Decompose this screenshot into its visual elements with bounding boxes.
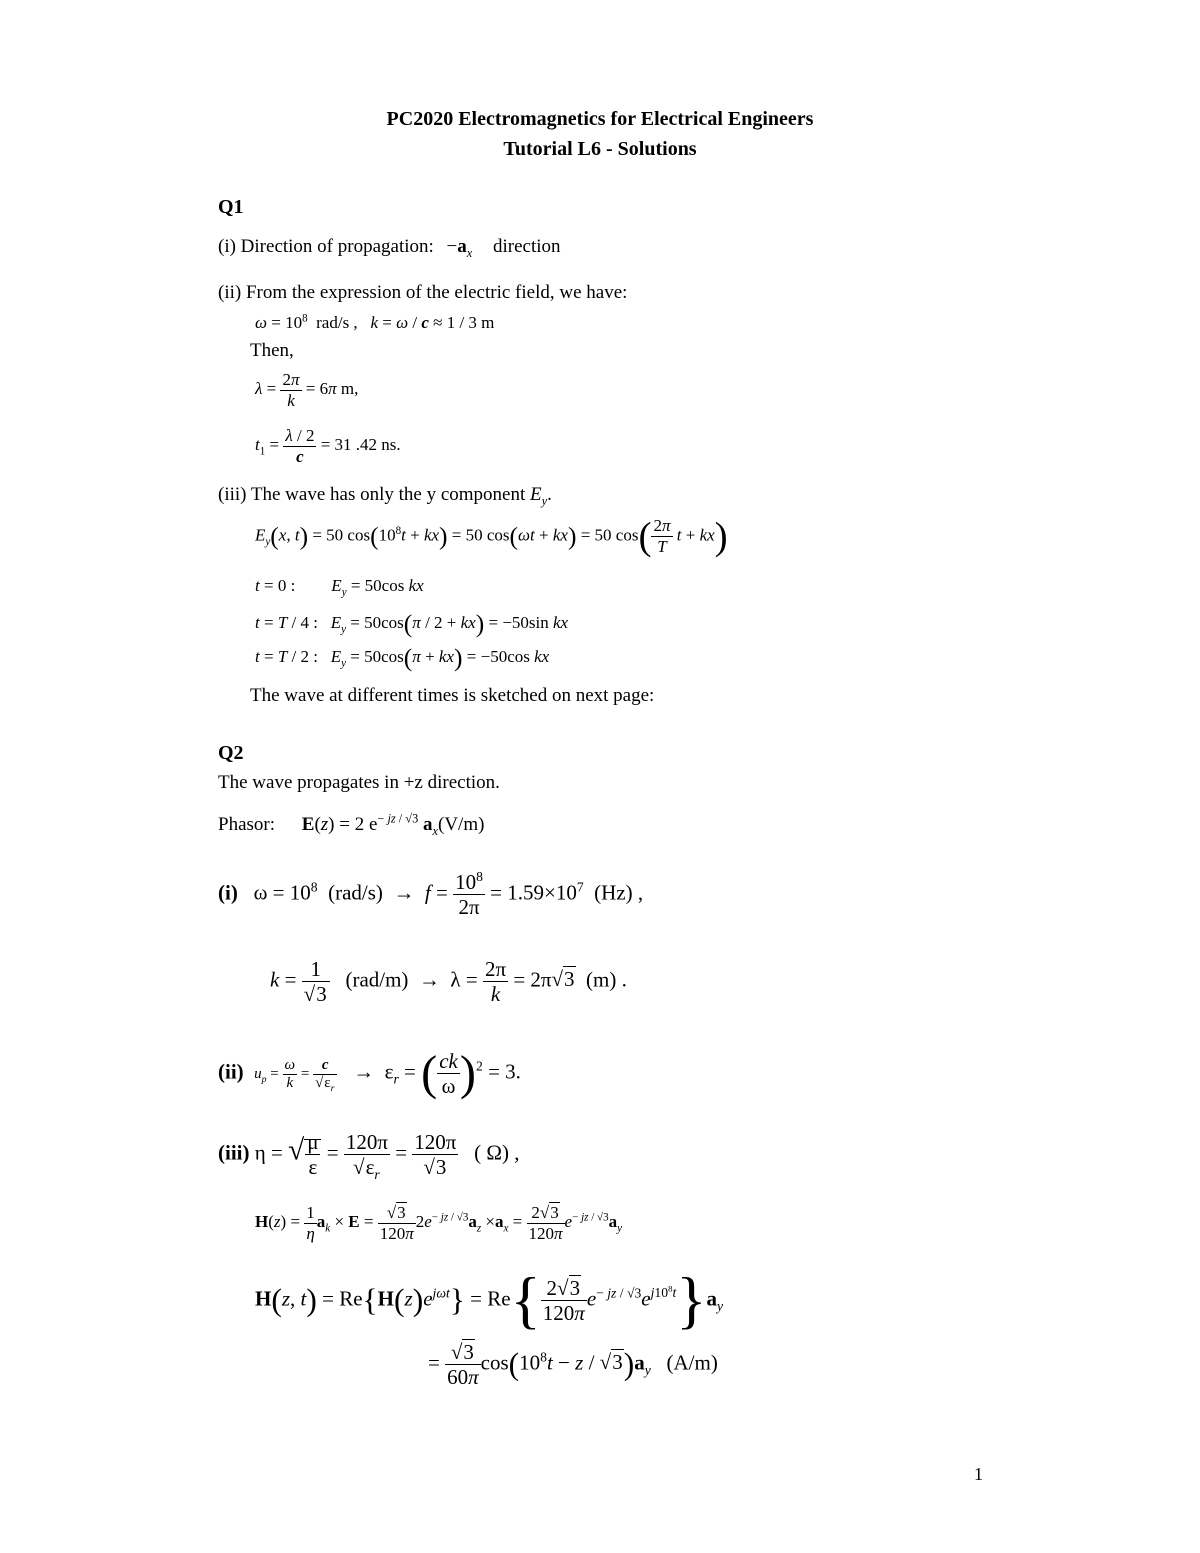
document-subtitle: Tutorial L6 - Solutions: [503, 138, 697, 160]
q2-h-final-equation: = $\frac{√3}{60\pi}$ $\cos(10^8t - z / √3)a_y$ (A/m): [428, 1340, 718, 1390]
q2-part-ii: (ii) $u_p$ = $\frac{\omega}{k}$ = $\frac{c}{√\varepsilon_r}$ → $\varepsilon_r$ = ( $\frac{ck}{\omega}$ )$^2$ = 3.: [218, 1047, 521, 1100]
q2-phasor: Phasor: E(z) = 2 $e^{- jz / √3}$ $a_x(V/m)$: [218, 811, 485, 838]
page-number: 1: [974, 1464, 983, 1484]
q2-intro: The wave propagates in +z direction.: [218, 772, 500, 793]
q1-tT2-equation: t = T / 2 : $E_y = 50\cos(\pi + kx) = -50\cos$ kx: [255, 643, 550, 672]
q1-part-ii-label: (ii) From the expression of the electric field, we have:: [218, 282, 628, 303]
document-title: PC2020 Electromagnetics for Electrical Engineers: [386, 108, 814, 130]
q1-closing-text: The wave at different times is sketched on next page:: [250, 685, 655, 706]
q1-i-label: (i) Direction of propagation:: [218, 236, 434, 257]
q2-i-label: (i): [218, 880, 238, 905]
q2-phasor-label: Phasor:: [218, 814, 275, 835]
q1-t0-equation: t = 0 : $E_y = 50\cos$ kx: [255, 576, 424, 599]
q2-part-i-line2: k = $\frac{1}{√3}$ (rad/m) → λ = $\frac{2\pi}{k}$ = 2π√3 (m) .: [270, 957, 627, 1007]
q1-wavelength-equation: λ = $\frac{2\pi}{k}$ = 6π m,: [255, 370, 359, 410]
q1-part-iii: (iii) The wave has only the y component $E_y$.: [218, 484, 552, 508]
q2-h-phasor-equation: H(z) = $\frac{1}{\eta}$ $a_k \times E$ = $\frac{√3}{120\pi}$ $2e^{- jz / √3}a_z \times a_x$ = $\frac{2√3}{120\pi}$ $e^{- jz / √3}a_y$: [255, 1203, 623, 1243]
q2-h-time-equation: H(z, $t) = Re\{H(z)e^{j\omega t}\} = Re${ $\frac{2√3}{120\pi}$ $e^{- jz / √3}e^{j10^8t}\}a_y$: [255, 1265, 724, 1335]
q1-iii-label: (iii) The wave has only the y component: [218, 484, 526, 505]
q2-part-iii-eta: (iii) η = √ $\frac{\mu}{\varepsilon}$ = $\frac{120\pi}{√\varepsilon_r}$ = $\frac{120\pi}{√3}$ ( Ω) ,: [218, 1130, 520, 1183]
q1-then: Then,: [250, 340, 294, 361]
q1-tT4-equation: t = T / 4 : $E_y = 50\cos(\pi / 2 + kx) = -50\sin$ kx: [255, 609, 569, 638]
q2-part-i-line1: (i) $\omega = 10^8$ (rad/s) → f = $\frac{10^8}{2\pi}$ = $1.59\times 10^7$ (Hz) ,: [218, 869, 644, 920]
q1-field-equation: $E_y(x$, t) = 50 $\cos(10^8t + kx) = 50$ cos(ωt + kx) = 50 cos( $\frac{2\pi}{T}$ t + kx): [255, 515, 728, 558]
q1-i-direction-word: direction: [493, 236, 561, 257]
q1-part-i: [218, 236, 561, 258]
q1-time-equation: $t_1$ = $\frac{\lambda / 2}{c}$ = 31 .42 ns.: [255, 426, 401, 466]
q2-iii-label: (iii): [218, 1140, 250, 1165]
q1-i-direction-vector: $-a_x$: [446, 236, 473, 260]
q2-ii-label: (ii): [218, 1059, 244, 1084]
q1-heading: Q1: [218, 196, 244, 218]
q2-heading: Q2: [218, 742, 244, 764]
q1-omega-k-equation: $\omega = 10^8$ rad/s , k = ω / c ≈ 1 / 3 m: [255, 312, 495, 332]
